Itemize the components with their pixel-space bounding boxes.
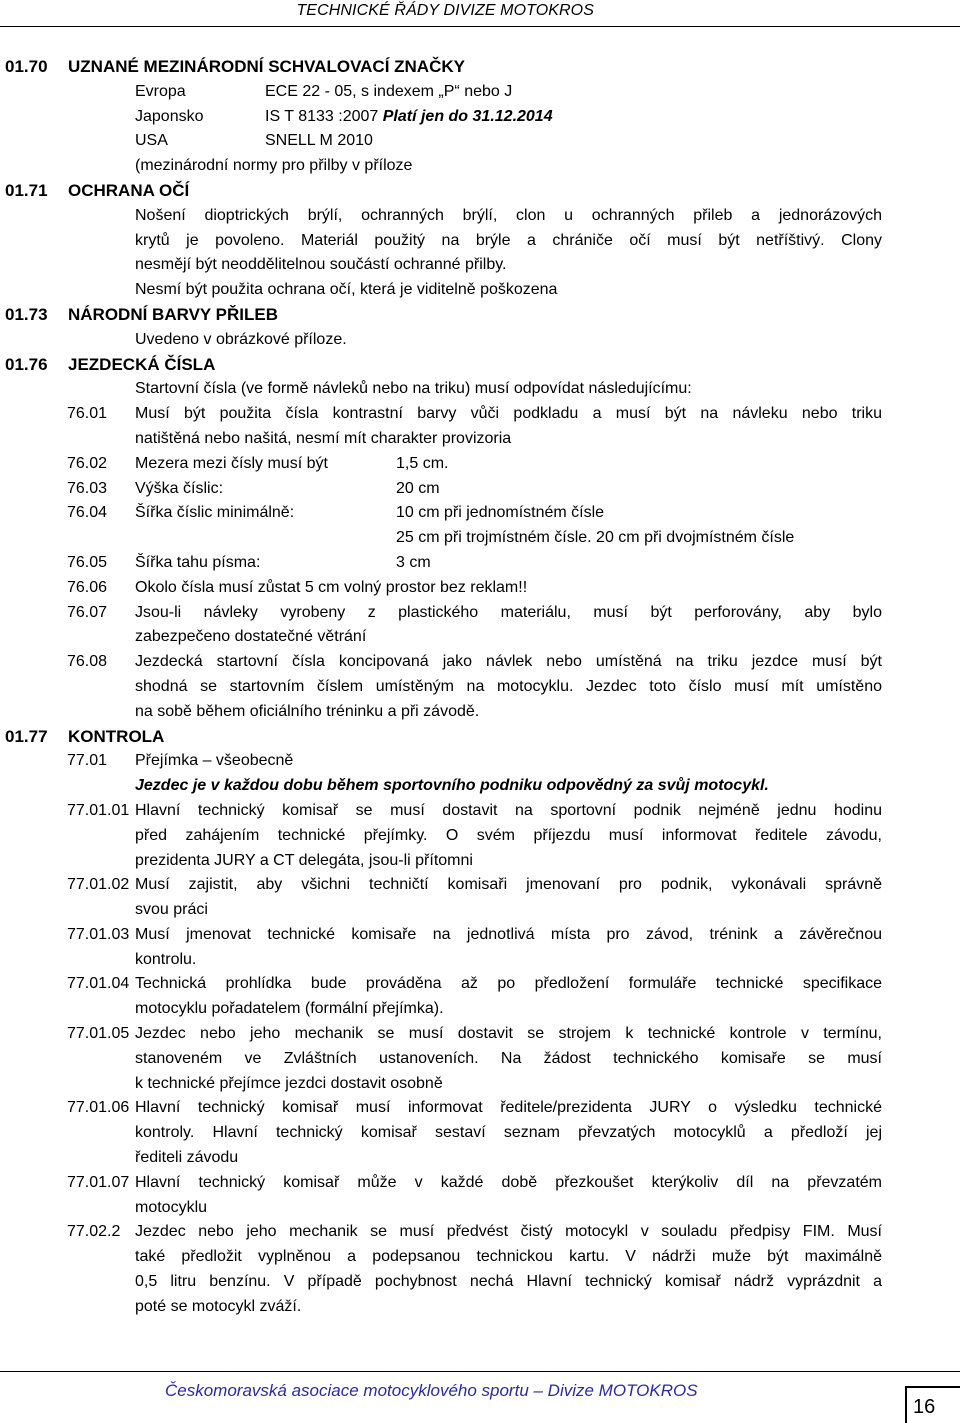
clause-text: Jezdec nebo jeho mechanik se musí předvést čistý motocykl v souladu předpisy FIM. Musí	[135, 1223, 882, 1241]
emphasis-note: Jezdec je v každou dobu během sportovního podniku odpovědný za svůj motocykl.	[135, 777, 769, 795]
spec-value: 25 cm při trojmístném čísle. 20 cm při dvojmístném čísle	[396, 529, 795, 547]
clause	[0, 477, 960, 502]
clause-text: Musí zajistit, aby všichni techničtí komisaři jmenovaní pro podnik, vykonávali správně	[135, 876, 882, 894]
clause: 76.07 Jsou-li návleky vyrobeny z plastického materiálu, musí být perforovány, aby bylo	[0, 601, 960, 626]
section-heading	[0, 179, 960, 204]
spec-value: 3 cm	[396, 553, 431, 571]
clause-number: 76.04	[67, 504, 108, 522]
document-body	[0, 55, 960, 1320]
page-number: 16	[913, 1396, 936, 1418]
section-title: UZNANÉ MEZINÁRODNÍ SCHVALOVACÍ ZNAČKY	[68, 57, 465, 76]
approval-row	[0, 129, 960, 154]
approval-mark: SNELL M 2010	[265, 132, 373, 150]
clause-text: kontrolu.	[135, 950, 197, 968]
section-title: NÁRODNÍ BARVY PŘILEB	[68, 304, 279, 324]
clause	[0, 923, 960, 948]
section-heading	[0, 55, 960, 80]
paragraph-line	[0, 948, 960, 973]
clause-number: 76.03	[67, 479, 108, 497]
paragraph-line	[0, 997, 960, 1022]
clause	[0, 1220, 960, 1245]
inspection-items	[0, 799, 960, 1320]
clause-number: 76.08	[67, 653, 108, 671]
region: USA	[135, 132, 168, 150]
clause-text: Musí jmenovat technické komisaře na jednotlivá místa pro závod, trénink a závěrečnou	[135, 925, 882, 943]
region: Evropa	[135, 82, 186, 100]
clause: 77.01 Přejímka – všeobecně	[0, 749, 960, 774]
clause-number: 77.01.07	[67, 1173, 130, 1191]
clause-text: poté se motocykl zváží.	[135, 1297, 302, 1315]
clause-text: 0,5 litru benzínu. V případě pochybnost nechá Hlavní technický komisař nádrž vyprázdnit a	[135, 1273, 882, 1291]
clause-text: prezidenta JURY a CT delegáta, jsou-li přítomni	[135, 851, 473, 869]
header-divider	[0, 26, 960, 27]
clause	[0, 1171, 960, 1196]
section-heading	[0, 353, 960, 378]
clause-text: svou práci	[135, 901, 208, 919]
footer-text: Českomoravská asociace motocyklového sportu – Divize MOTOKROS	[165, 1381, 698, 1400]
clause-number: 77.01.05	[67, 1025, 130, 1043]
spec-label: Šířka tahu písma:	[135, 553, 261, 571]
clause-text: motocyklu pořadatelem (formální přejímka).	[135, 1000, 444, 1018]
clause-number: 77.01	[67, 752, 108, 770]
section-number: 01.71	[5, 180, 48, 200]
paragraph-line	[0, 1196, 960, 1221]
clause-number: 76.06	[67, 578, 108, 596]
clause-number: 77.01.03	[67, 925, 130, 943]
section-heading	[0, 725, 960, 750]
paragraph-line: zabezpečeno dostatečné větrání	[135, 628, 367, 646]
section-heading	[0, 303, 960, 328]
clause-number: 76.01	[67, 405, 108, 423]
paragraph-line	[0, 1245, 960, 1270]
clause-number: 77.01.02	[67, 876, 130, 894]
section-number: 01.73	[5, 304, 48, 324]
clause	[0, 501, 960, 526]
clause-text: také předložit vyplněnou a podepsanou technickou kartu. V nádrži muže být maximálně	[135, 1248, 882, 1266]
clause-number: 77.01.06	[67, 1099, 130, 1117]
clause: 76.08 Jezdecká startovní čísla koncipovaná jako návlek nebo umístěná na triku jezdce musí být	[0, 650, 960, 675]
clause	[0, 799, 960, 824]
clause-text: motocyklu	[135, 1198, 208, 1216]
paragraph-line: na sobě během oficiálního tréninku a při závodě.	[135, 702, 480, 720]
section-title: JEZDECKÁ ČÍSLA	[68, 354, 216, 374]
clause-number: 77.01.01	[67, 801, 130, 819]
spec-value: 20 cm	[396, 479, 440, 497]
region: Japonsko	[135, 107, 204, 125]
spec-label: Mezera mezi čísly musí být	[135, 454, 328, 472]
section-number: 01.76	[5, 354, 48, 374]
paragraph-line	[0, 1047, 960, 1072]
section-title: KONTROLA	[68, 726, 165, 746]
paragraph-line: Nošení dioptrických brýlí, ochranných brýlí, clon u ochranných přileb a jednorázových	[135, 206, 882, 224]
clause-text: k technické přejímce jezdci dostavit osobně	[135, 1074, 443, 1092]
clause-text: před zahájením technické přejímky. O svém příjezdu musí informovat ředitele závodu,	[135, 826, 882, 844]
clause	[0, 1022, 960, 1047]
approval-mark: IS T 8133 :2007 Platí jen do 31.12.2014	[265, 107, 553, 125]
spec-label: Šířka číslic minimálně:	[135, 504, 295, 522]
paragraph-line: Startovní čísla (ve formě návleků nebo na triku) musí odpovídat následujícímu:	[135, 380, 692, 398]
paragraph-line: natištěná nebo našitá, nesmí mít charakter provizoria	[135, 429, 512, 447]
approval-row	[0, 105, 960, 130]
clause-text: Jezdec nebo jeho mechanik se musí dostavit se strojem k technické kontrole v termínu,	[135, 1025, 882, 1043]
paragraph-line	[0, 1295, 960, 1320]
paragraph-line	[0, 1146, 960, 1171]
paragraph-line: (mezinárodní normy pro přilby v příloze	[135, 157, 413, 175]
validity-note: Platí jen do 31.12.2014	[382, 107, 553, 125]
clause	[0, 873, 960, 898]
clause-number: 77.01.04	[67, 975, 130, 993]
clause-number: 76.07	[67, 603, 108, 621]
clause-text: Hlavní technický komisař musí informovat ředitele/prezidenta JURY o výsledku technické	[135, 1099, 882, 1117]
approval-row	[0, 80, 960, 105]
clause	[0, 972, 960, 997]
paragraph-line	[0, 526, 960, 551]
paragraph-line: krytů je povoleno. Materiál použitý na brýle a chrániče očí musí být netříštivý. Clony	[135, 231, 882, 249]
section-number: 01.77	[5, 726, 48, 746]
clause-text: kontroly. Hlavní technický komisař sestaví seznam převzatých motocyklů a předloží jej	[135, 1124, 882, 1142]
paragraph-line	[0, 1121, 960, 1146]
clause-number: 77.02.2	[67, 1223, 121, 1241]
paragraph-line	[0, 849, 960, 874]
clause-text: Hlavní technický komisař se musí dostavit na sportovní podnik nejméně jednu hodinu	[135, 801, 882, 819]
section-number: 01.70	[5, 57, 48, 76]
clause: 76.06 Okolo čísla musí zůstat 5 cm volný prostor bez reklam!!	[0, 576, 960, 601]
clause-text: Hlavní technický komisař může v každé době přezkoušet kterýkoliv díl na převzatém	[135, 1173, 882, 1191]
section-title: OCHRANA OČÍ	[68, 180, 190, 200]
clause	[0, 1096, 960, 1121]
paragraph-line	[0, 1270, 960, 1295]
paragraph-line	[0, 898, 960, 923]
paragraph-line	[0, 1072, 960, 1097]
running-header: TECHNICKÉ ŘÁDY DIVIZE MOTOKROS	[296, 2, 594, 19]
paragraph-line	[0, 824, 960, 849]
spec-value: 1,5 cm.	[396, 454, 449, 472]
clause-text: stanoveném ve Zvláštních ustanoveních. Na žádost technického komisaře se musí	[135, 1049, 882, 1067]
paragraph-line: Uvedeno v obrázkové příloze.	[135, 330, 347, 348]
clause-number: 76.02	[67, 454, 108, 472]
approval-mark: ECE 22 - 05, s indexem „P“ nebo J	[265, 82, 513, 100]
spec-label: Výška číslic:	[135, 479, 224, 497]
spec-value: 10 cm při jednomístném čísle	[396, 504, 605, 522]
clause-number: 76.05	[67, 553, 108, 571]
clause	[0, 551, 960, 576]
paragraph-line: nesmějí být neoddělitelnou součástí ochranné přilby.	[135, 256, 507, 274]
clause: 76.01 Musí být použita čísla kontrastní barvy vůči podkladu a musí být na návleku nebo triku	[0, 402, 960, 427]
paragraph-line	[0, 774, 960, 799]
paragraph-line: Nesmí být použita ochrana očí, která je viditelně poškozena	[135, 281, 558, 299]
paragraph-line: shodná se startovním číslem umístěným na motocyklu. Jezdec toto číslo musí mít umístěno	[135, 677, 882, 695]
clause-text: řediteli závodu	[135, 1149, 239, 1167]
footer-divider	[0, 1371, 960, 1372]
clause-text: Technická prohlídka bude prováděna až po předložení formuláře technické specifikace	[135, 975, 882, 993]
clause	[0, 452, 960, 477]
